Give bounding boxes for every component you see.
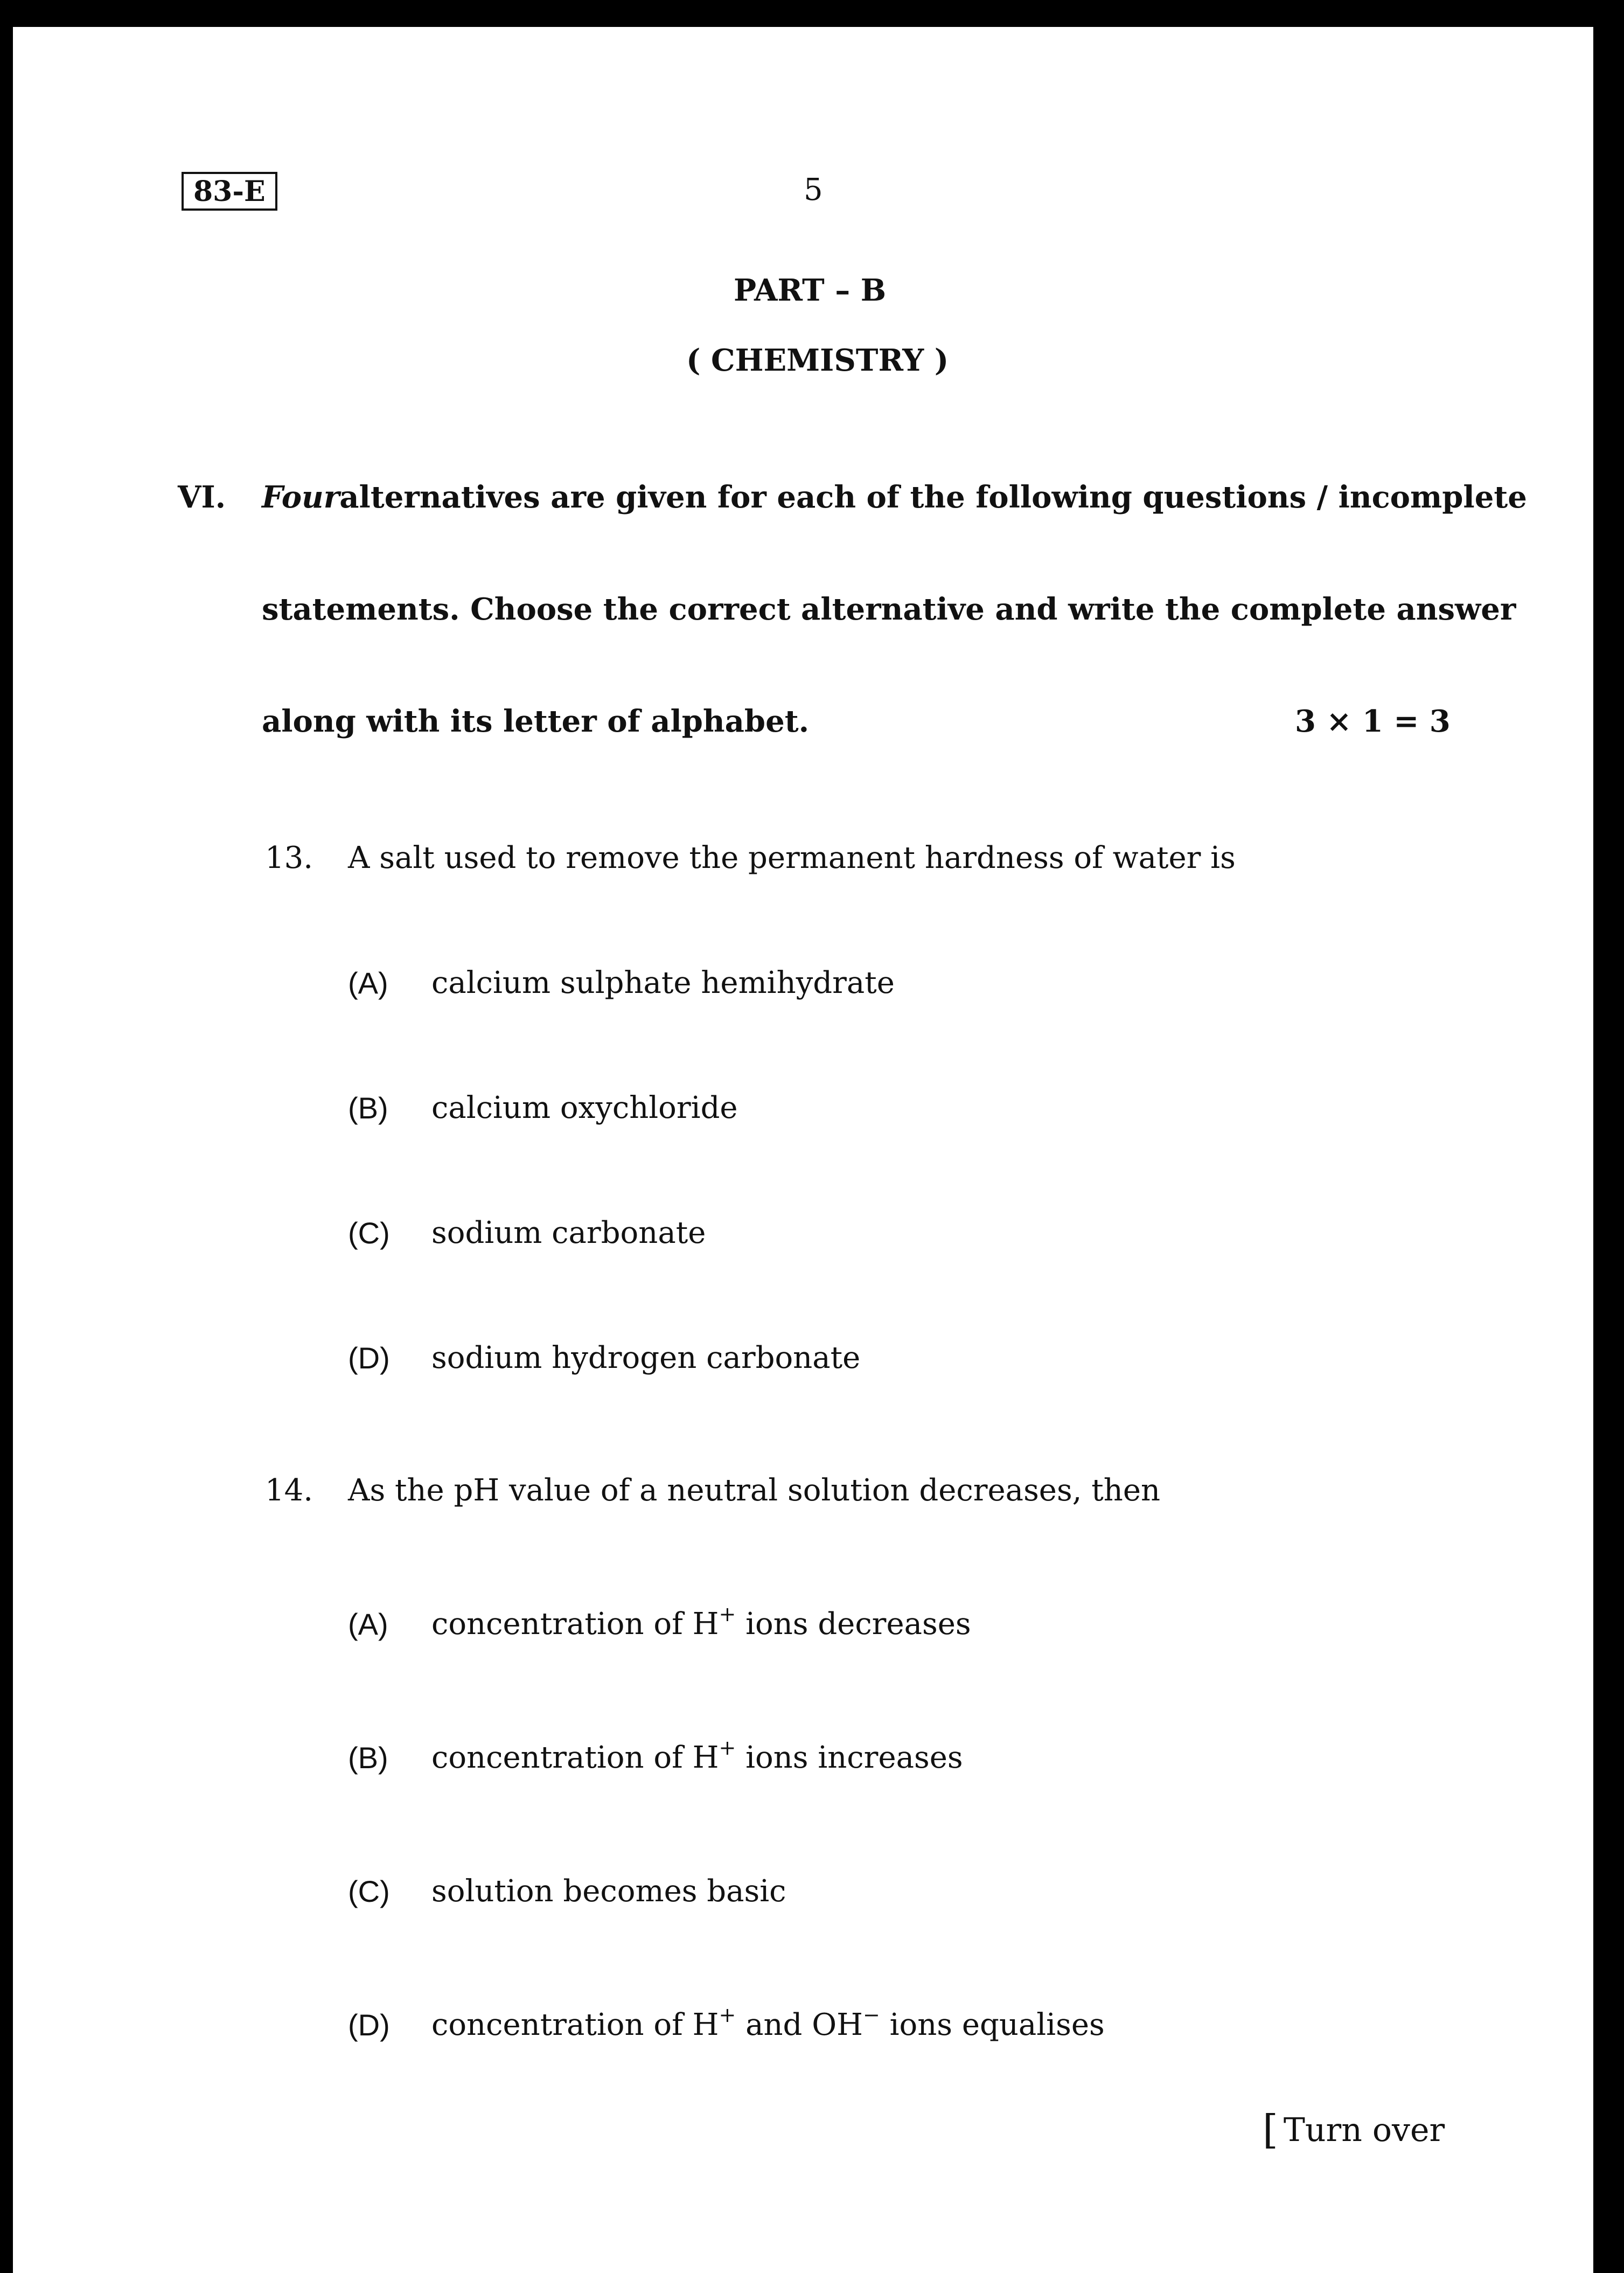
section-number: VI. [178, 479, 226, 515]
q14-option-c-label: (C) [348, 1874, 390, 1908]
exam-page [13, 27, 1593, 2273]
subject-title: ( CHEMISTRY ) [686, 343, 949, 378]
q14-option-d-label: (D) [348, 2008, 390, 2042]
q14-option-d-text: concentration of H+ and OH− ions equalises [431, 2003, 1105, 2042]
instruction-line-2: statements. Choose the correct alternative and write the complete answer [262, 592, 1516, 627]
q13-option-d-label: (D) [348, 1341, 390, 1375]
instruction-lead-word: Four [262, 479, 340, 515]
q13-option-a-label: (A) [348, 966, 388, 1000]
question-14-number: 14. [265, 1473, 313, 1508]
q14-option-c-text: solution becomes basic [431, 1874, 786, 1909]
q13-option-b-text: calcium oxychloride [431, 1090, 738, 1125]
question-13-text: A salt used to remove the permanent hardness of water is [348, 840, 1236, 875]
question-13-number: 13. [265, 840, 313, 875]
instruction-line-1-text: alternatives are given for each of the following questions / incomplete [339, 479, 1527, 515]
marks-allocation: 3 × 1 = 3 [1295, 704, 1451, 739]
q13-option-b-label: (B) [348, 1091, 388, 1125]
q14-option-a-label: (A) [348, 1607, 388, 1641]
question-14-text: As the pH value of a neutral solution decreases, then [348, 1473, 1161, 1508]
paper-code-box: 83-E [182, 172, 277, 211]
q13-option-c-text: sodium carbonate [431, 1215, 706, 1250]
page-number: 5 [804, 172, 823, 207]
q13-option-a-text: calcium sulphate hemihydrate [431, 965, 895, 1000]
q13-option-d-text: sodium hydrogen carbonate [431, 1340, 861, 1375]
turn-over-note: [ Turn over [1263, 2107, 1445, 2153]
part-title: PART – B [734, 273, 887, 308]
q13-option-c-label: (C) [348, 1216, 390, 1250]
instruction-line-1 [262, 479, 1527, 515]
q14-option-b-text: concentration of H+ ions increases [431, 1736, 963, 1775]
instruction-line-3: along with its letter of alphabet. [262, 704, 810, 739]
q14-option-a-text: concentration of H+ ions decreases [431, 1602, 971, 1642]
q14-option-b-label: (B) [348, 1741, 388, 1775]
